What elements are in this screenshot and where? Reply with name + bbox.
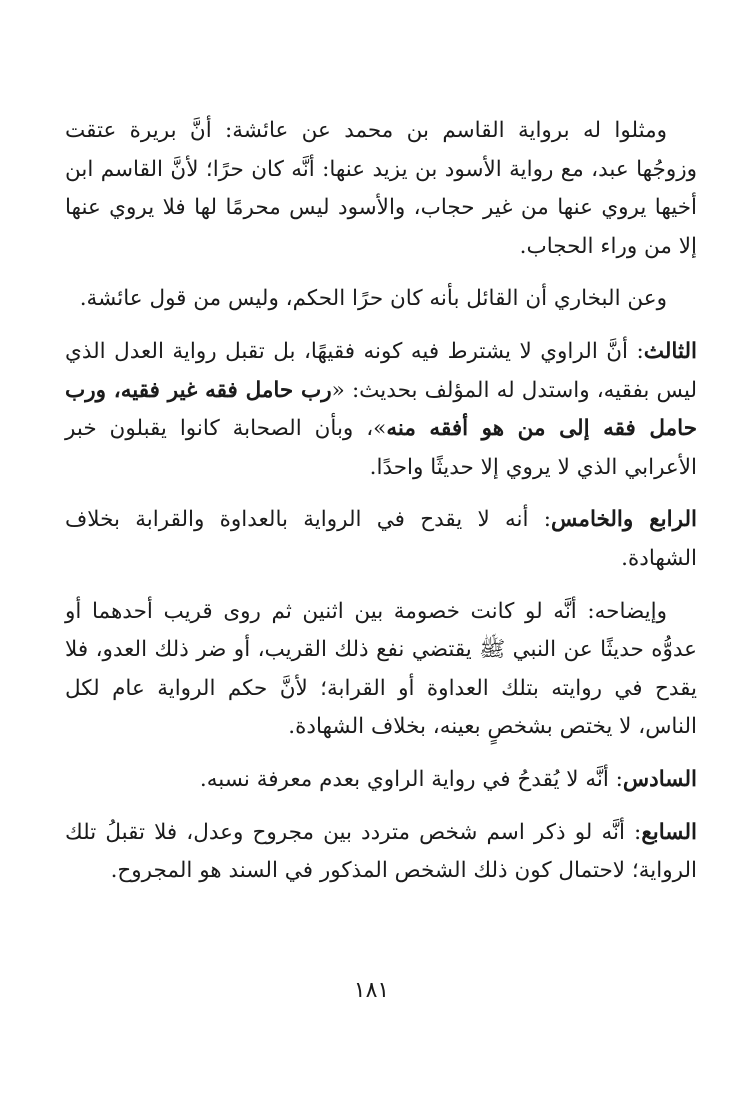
paragraph-2 bbox=[65, 280, 697, 319]
paragraph-5 bbox=[65, 593, 697, 747]
paragraph-1 bbox=[65, 112, 697, 266]
paragraph-2-text: وعن البخاري أن القائل بأنه كان حرًا الحكم، وليس من قول عائشة. bbox=[79, 286, 667, 312]
paragraph-7-text: : أنَّه لو ذكر اسم شخص متردد بين مجروح وعدل، فلا تقبلُ تلك الرواية؛ لاحتمال كون ذلك الشخص المذكور في السند هو المجروح. bbox=[65, 819, 697, 884]
page-number: ١٨١ bbox=[353, 978, 390, 1003]
body-text bbox=[65, 112, 697, 905]
paragraph-3-text-b: »، وبأن الصحابة كانوا يقبلون خبر الأعرابي الذي لا يروي إلا حديثًا واحدًا. bbox=[65, 416, 697, 480]
paragraph-6 bbox=[65, 761, 697, 800]
paragraph-3-hadith: رب حامل فقه غير فقيه، ورب حامل فقه إلى من هو أفقه منه bbox=[65, 377, 697, 442]
paragraph-6-text: : أنَّه لا يُقدحُ في رواية الراوي بعدم معرفة نسبه. bbox=[199, 766, 623, 792]
paragraph-3-heading: الثالث bbox=[643, 338, 697, 364]
paragraph-7-heading: السابع bbox=[641, 819, 697, 845]
paragraph-4-heading: الرابع والخامس bbox=[551, 507, 697, 533]
paragraph-4 bbox=[65, 501, 697, 578]
paragraph-4-text: : أنه لا يقدح في الرواية بالعداوة والقرابة بخلاف الشهادة. bbox=[65, 507, 697, 571]
paragraph-3-text-a: : أنَّ الراوي لا يشترط فيه كونه فقيهًا، بل تقبل رواية العدل الذي ليس بفقيه، واستدل له المؤلف بحديث: « bbox=[65, 338, 698, 403]
paragraph-3 bbox=[65, 333, 697, 487]
paragraph-1-text: ومثلوا له برواية القاسم بن محمد عن عائشة: أنَّ بريرة عتقت وزوجُها عبد، مع رواية الأسود بن يزيد عنها: أنَّه كان حرًا؛ لأنَّ القاسم ابن أخيها يروي عنها من غير حجاب، والأسود ليس محرمًا لها فلا يروي عنها إلا من وراء الحجاب. bbox=[65, 118, 697, 259]
paragraph-7 bbox=[65, 814, 697, 891]
paragraph-5-text: وإيضاحه: أنَّه لو كانت خصومة بين اثنين ثم روى قريب أحدهما أو عدوُّه حديثًا عن النبي ﷺ يقتضي نفع ذلك القريب، أو ضر ذلك العدو، فلا يقدح في روايته بتلك العداوة أو القرابة؛ لأنَّ حكم الرواية عام لكل الناس، لا يختص بشخصٍ بعينه، بخلاف الشهادة. bbox=[65, 598, 697, 740]
paragraph-6-heading: السادس bbox=[622, 766, 697, 792]
